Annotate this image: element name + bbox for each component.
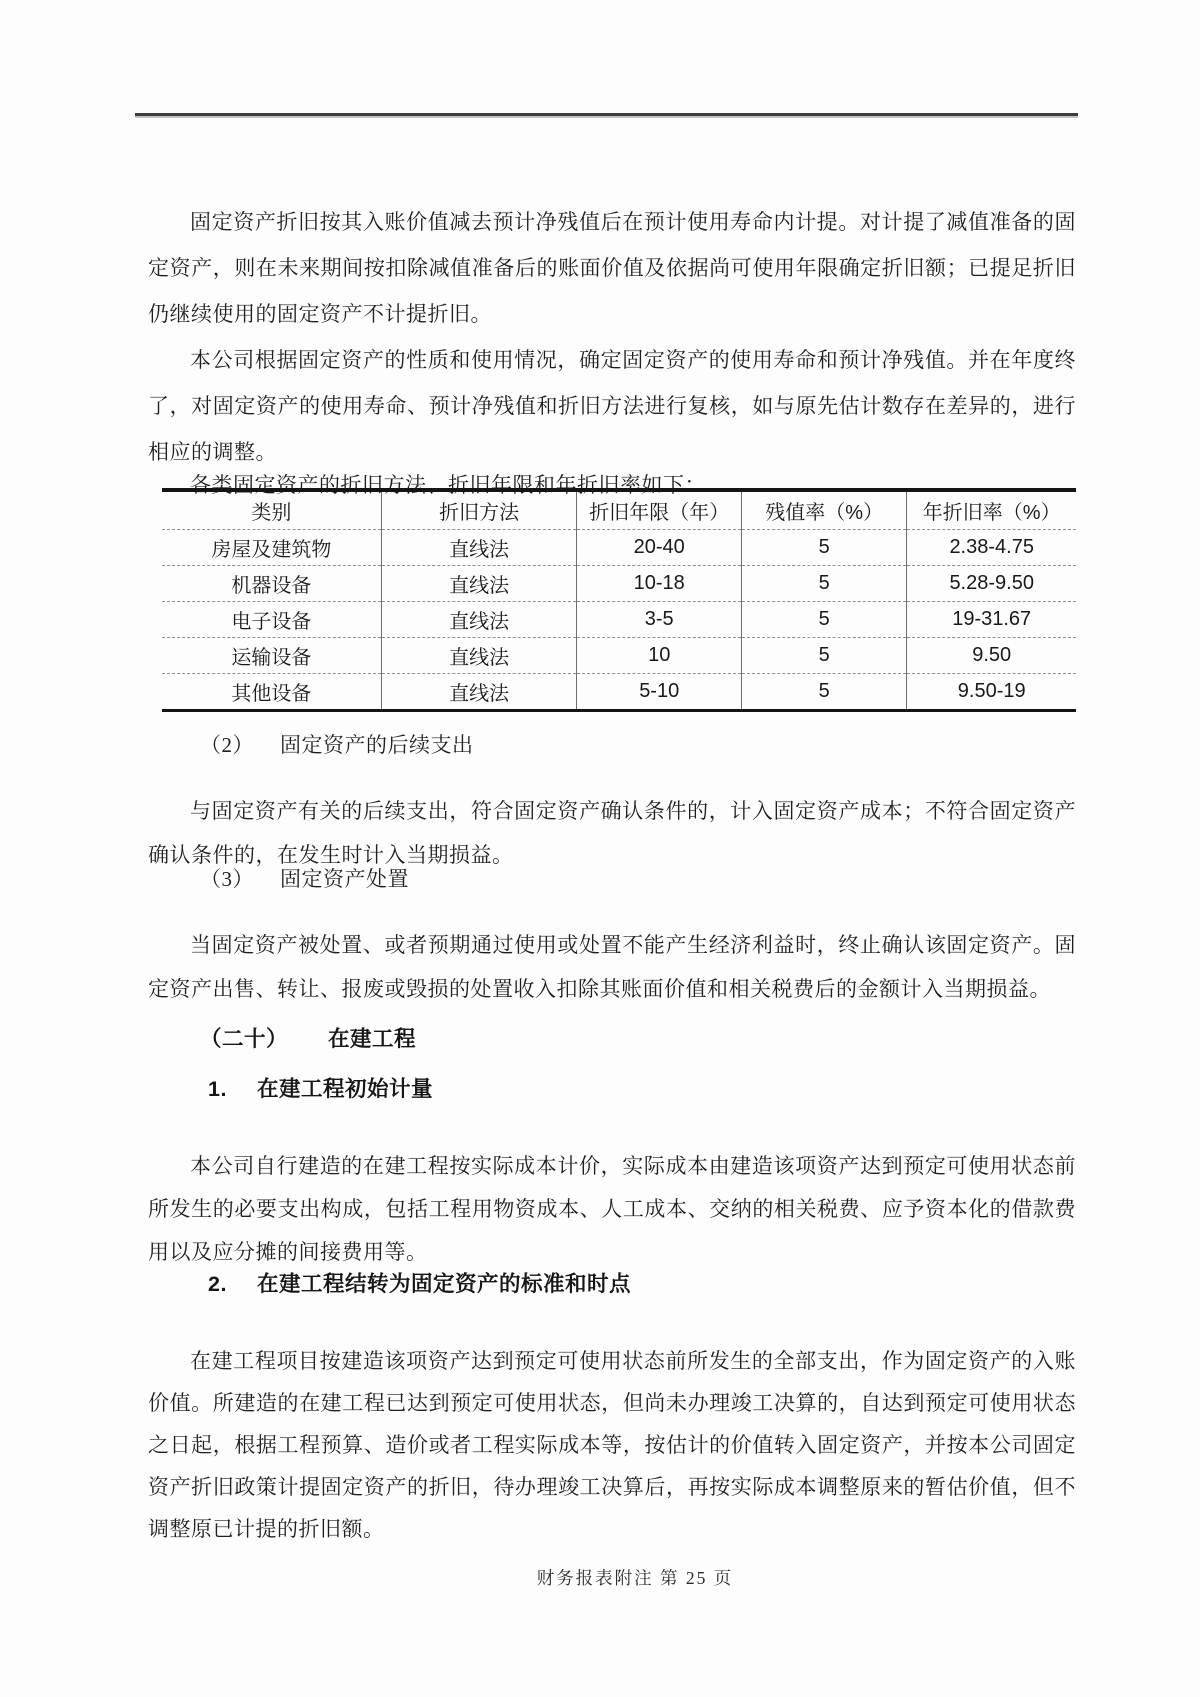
col-header-method: 折旧方法 bbox=[381, 490, 577, 530]
subitem-2-title: 固定资产的后续支出 bbox=[280, 733, 474, 757]
subsection-2-heading bbox=[208, 1261, 631, 1307]
table-row bbox=[162, 566, 1076, 602]
cell-annual-rate: 9.50-19 bbox=[907, 674, 1076, 711]
paragraph-cip-transfer: 在建工程项目按建造该项资产达到预定可使用状态前所发生的全部支出，作为固定资产的入账价值。所建造的在建工程已达到预定可使用状态，但尚未办理竣工决算的，自达到预定可使用状态之日起，根据工程预算、造价或者工程实际成本等，按估计的价值转入固定资产，并按本公司固定资产折旧政策计提固定资产的折旧，待办理竣工决算后，再按实际成本调整原来的暂估价值，但不调整原已计提的折旧额。 bbox=[148, 1349, 1076, 1541]
cell-category: 电子设备 bbox=[162, 602, 381, 638]
cell-years: 10 bbox=[577, 638, 742, 674]
cell-method: 直线法 bbox=[381, 530, 577, 566]
section-20-title: 在建工程 bbox=[328, 1027, 417, 1051]
cell-category: 其他设备 bbox=[162, 674, 381, 711]
paragraph-table-intro: 各类固定资产的折旧方法、折旧年限和年折旧率如下： bbox=[190, 473, 706, 497]
col-header-residual-rate: 残值率（%） bbox=[741, 490, 906, 530]
section-20-number: （二十） bbox=[200, 1027, 289, 1051]
cell-residual-rate: 5 bbox=[741, 638, 906, 674]
cell-method: 直线法 bbox=[381, 602, 577, 638]
cell-years: 10-18 bbox=[577, 566, 742, 602]
cell-method: 直线法 bbox=[381, 566, 577, 602]
cell-annual-rate: 9.50 bbox=[907, 638, 1076, 674]
depreciation-table-header bbox=[162, 490, 1076, 530]
cell-annual-rate: 19-31.67 bbox=[907, 602, 1076, 638]
table-row bbox=[162, 638, 1076, 674]
cell-category: 运输设备 bbox=[162, 638, 381, 674]
paragraph-subsequent-expenditure: 与固定资产有关的后续支出，符合固定资产确认条件的，计入固定资产成本；不符合固定资产确认条件的，在发生时计入当期损益。 bbox=[148, 799, 1076, 867]
col-header-annual-rate: 年折旧率（%） bbox=[907, 490, 1076, 530]
cell-years: 3-5 bbox=[577, 602, 742, 638]
paragraph-depreciation-policy: 固定资产折旧按其入账价值减去预计净残值后在预计使用寿命内计提。对计提了减值准备的固定资产，则在未来期间按扣除减值准备后的账面价值及依据尚可使用年限确定折旧额；已提足折旧仍继续使用的固定资产不计提折旧。 bbox=[148, 210, 1076, 326]
cell-years: 20-40 bbox=[577, 530, 742, 566]
cell-annual-rate: 2.38-4.75 bbox=[907, 530, 1076, 566]
cell-residual-rate: 5 bbox=[741, 674, 906, 711]
cell-method: 直线法 bbox=[381, 674, 577, 711]
paragraph-disposal: 当固定资产被处置、或者预期通过使用或处置不能产生经济利益时，终止确认该固定资产。固定资产出售、转让、报废或毁损的处置收入扣除其账面价值和相关税费后的金额计入当期损益。 bbox=[148, 933, 1076, 1001]
cell-residual-rate: 5 bbox=[741, 530, 906, 566]
header-rule bbox=[135, 113, 1078, 116]
page-footer: 财务报表附注 第 25 页 bbox=[536, 1568, 734, 1588]
cell-residual-rate: 5 bbox=[741, 566, 906, 602]
subsection-1-heading bbox=[208, 1066, 433, 1112]
cell-category: 机器设备 bbox=[162, 566, 381, 602]
col-header-years: 折旧年限（年） bbox=[577, 490, 742, 530]
depreciation-table bbox=[162, 488, 1076, 712]
cell-years: 5-10 bbox=[577, 674, 742, 711]
table-row bbox=[162, 530, 1076, 566]
subitem-2-heading bbox=[200, 722, 474, 768]
table-row bbox=[162, 602, 1076, 638]
table-row bbox=[162, 674, 1076, 711]
paragraph-cip-initial: 本公司自行建造的在建工程按实际成本计价，实际成本由建造该项资产达到预定可使用状态前所发生的必要支出构成，包括工程用物资成本、人工成本、交纳的相关税费、应予资本化的借款费用以及应分摊的间接费用等。 bbox=[148, 1154, 1076, 1264]
paragraph-useful-life-review: 本公司根据固定资产的性质和使用情况，确定固定资产的使用寿命和预计净残值。并在年度终了，对固定资产的使用寿命、预计净残值和折旧方法进行复核，如与原先估计数存在差异的，进行相应的调整。 bbox=[148, 348, 1076, 464]
section-20-heading bbox=[200, 1016, 416, 1062]
cell-annual-rate: 5.28-9.50 bbox=[907, 566, 1076, 602]
table-header-row bbox=[162, 490, 1076, 530]
subsection-2-title: 在建工程结转为固定资产的标准和时点 bbox=[256, 1272, 631, 1296]
col-header-category: 类别 bbox=[251, 502, 292, 524]
cell-category: 房屋及建筑物 bbox=[162, 530, 381, 566]
cell-method: 直线法 bbox=[381, 638, 577, 674]
subitem-2-number: （2） bbox=[200, 733, 254, 757]
subitem-3-number: （3） bbox=[200, 867, 254, 891]
subsection-1-title: 在建工程初始计量 bbox=[256, 1077, 433, 1101]
subsection-1-number: 1. bbox=[208, 1077, 227, 1101]
cell-residual-rate: 5 bbox=[741, 602, 906, 638]
subsection-2-number: 2. bbox=[208, 1272, 227, 1296]
subitem-3-title: 固定资产处置 bbox=[280, 867, 409, 891]
subitem-3-heading bbox=[200, 856, 409, 902]
